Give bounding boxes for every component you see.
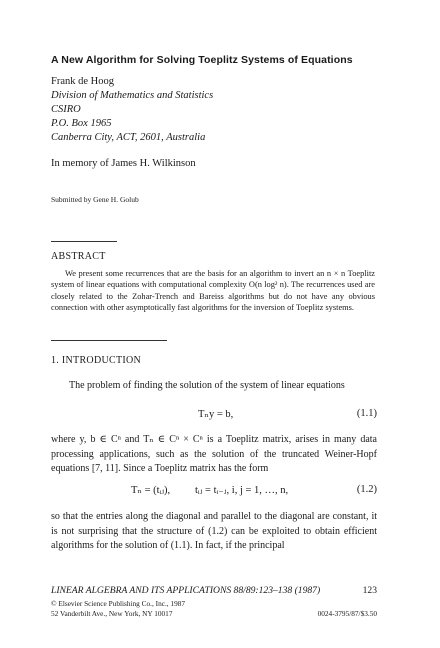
abstract-text: We present some recurrences that are the basis for an algorithm to invert an n × n Toeplitz system of linear equations with computational complexity O(n log² n). The recurrences used are closely related to the Zohar-Trench and Bareiss algorithms but do not have any obvious connection with other asymptotically fast algorithms for the inversion of Toeplitz systems. (51, 269, 375, 312)
equation-1-2-number: (1.2) (356, 484, 377, 495)
author-affiliation-city: Canberra City, ACT, 2601, Australia (51, 132, 206, 143)
submitted-by: Submitted by Gene H. Golub (51, 195, 139, 204)
intro-paragraph-2: where y, b ∈ Cⁿ and Tₙ ∈ Cⁿ × Cⁿ is a Toeplitz matrix, arises in many data processing applications, such as the solution of the truncated Weiner-Hopf equations [7, 11]. Since a Toeplitz matrix has the form (51, 434, 377, 475)
equation-1-2 (51, 484, 377, 500)
footer-copyright-line (51, 599, 377, 609)
equation-1-1-body: Tₙy = b, (198, 409, 234, 420)
dedication: In memory of James H. Wilkinson (51, 158, 196, 169)
footer-journal-line (51, 585, 377, 599)
article-code: 0024-3795/87/$3.50 (317, 609, 377, 618)
equation-1-2-lhs: Tₙ = (tᵢⱼ), (131, 485, 171, 496)
author-name: Frank de Hoog (51, 76, 114, 87)
equation-1-2-rhs: tᵢⱼ = tᵢ₋ⱼ, i, j = 1, …, n, (195, 485, 289, 496)
intro-paragraph-3: so that the entries along the diagonal and parallel to the diagonal are constant, it is not surprising that the structure of (1.2) can be exploited to obtain efficient algorithms for the solution of (1.1). In fact, if the principal (51, 511, 377, 552)
header-divider (51, 241, 117, 242)
author-affiliation-box: P.O. Box 1965 (51, 118, 112, 129)
page-number: 123 (362, 585, 377, 596)
journal-citation: LINEAR ALGEBRA AND ITS APPLICATIONS 88/89:123–138 (1987) (51, 585, 321, 596)
footer (51, 585, 377, 619)
author-affiliation-division: Division of Mathematics and Statistics (51, 90, 214, 101)
copyright: © Elsevier Science Publishing Co., Inc., 1987 (51, 599, 186, 608)
abstract-heading: ABSTRACT (51, 251, 106, 262)
intro-paragraph-1: The problem of finding the solution of the system of linear equations (69, 380, 345, 391)
footer-address-line (51, 609, 377, 619)
abstract-divider (51, 340, 167, 341)
equation-1-1-number: (1.1) (356, 408, 377, 419)
section-heading-introduction: 1. INTRODUCTION (51, 355, 142, 366)
publisher-address: 52 Vanderbilt Ave., New York, NY 10017 (51, 609, 173, 618)
paper-title: A New Algorithm for Solving Toeplitz Systems of Equations (51, 54, 353, 66)
author-affiliation-org: CSIRO (51, 104, 81, 115)
equation-1-1 (51, 408, 377, 424)
